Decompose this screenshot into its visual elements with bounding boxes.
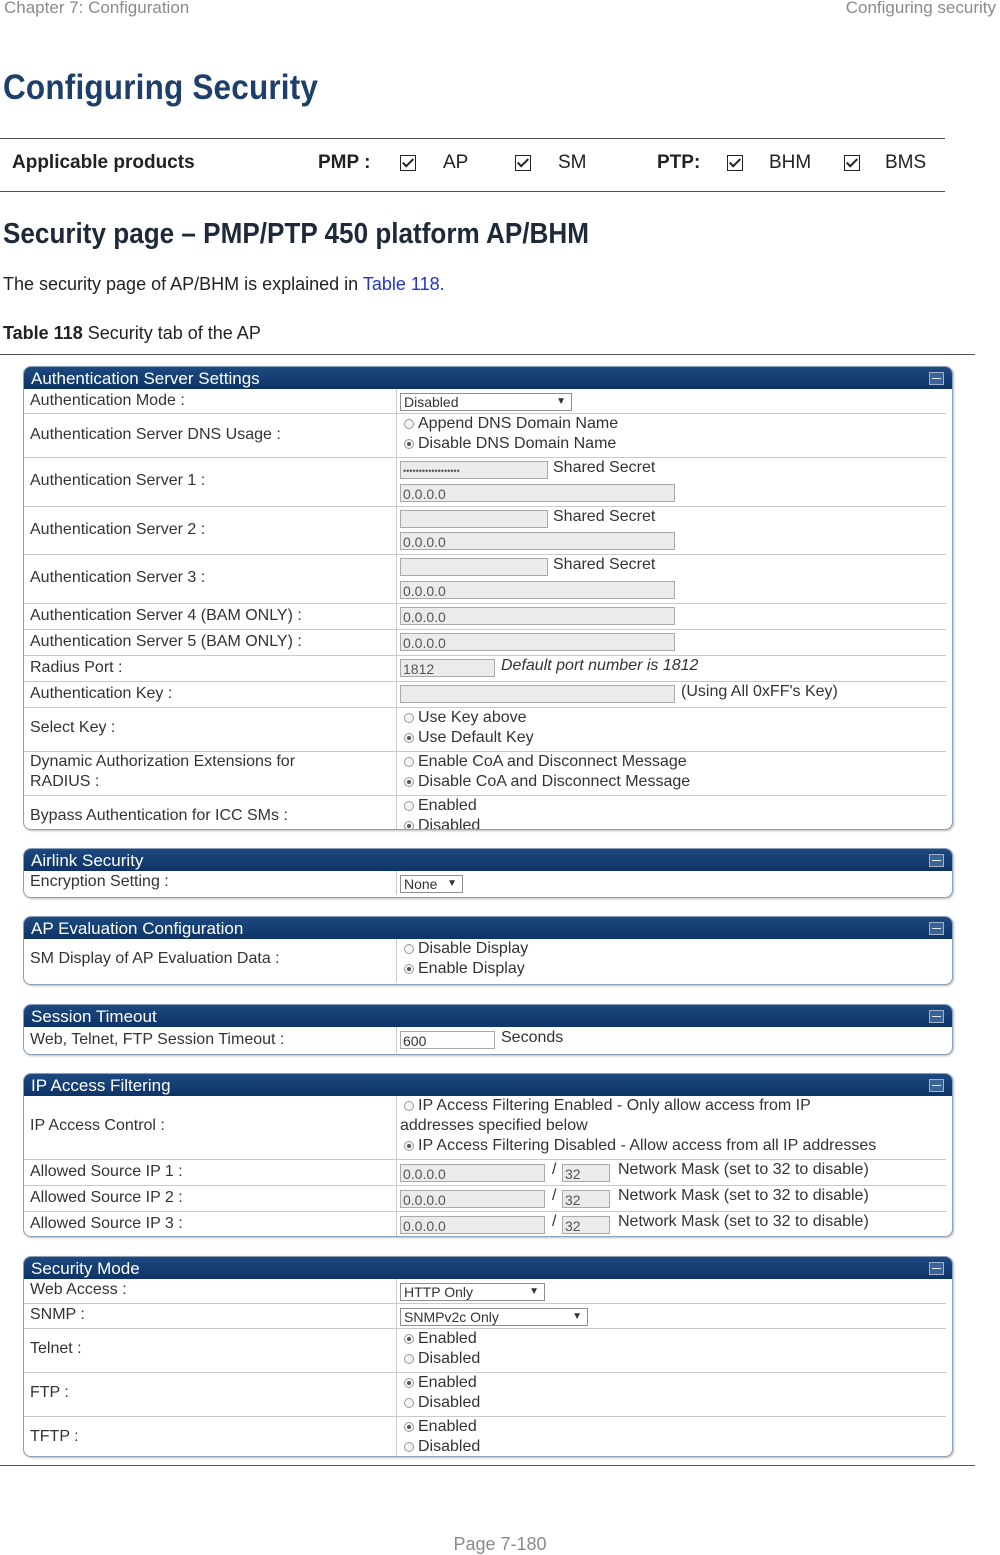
server-1-ip-input[interactable]: 0.0.0.0 (400, 484, 675, 502)
pmp-label: PMP : (318, 152, 371, 173)
applicable-products-bar (0, 138, 945, 192)
product-sm: SM (558, 152, 587, 173)
ip-access-control-label: IP Access Control : (30, 1117, 165, 1134)
auth-mode-value-cell (396, 389, 946, 413)
intro-paragraph (3, 274, 445, 295)
allowed-ip-1-mask-input[interactable]: 32 (562, 1164, 610, 1182)
telnet-disabled-radio[interactable]: Disabled (401, 1350, 480, 1368)
caption-text: Security tab of the AP (82, 323, 261, 343)
dae-label-line1: Dynamic Authorization Extensions for (30, 753, 296, 770)
auth-server-1-row (24, 458, 946, 507)
dae-value-cell (396, 752, 946, 795)
allowed-ip-1-row (24, 1160, 946, 1186)
collapse-icon[interactable] (929, 1010, 944, 1023)
encryption-selected: None (404, 876, 438, 892)
ip-access-control-value-cell (396, 1096, 946, 1159)
radius-port-hint: Default port number is 1812 (501, 657, 699, 674)
auth-key-row (24, 682, 946, 708)
auth-key-value-cell (396, 682, 946, 707)
session-panel-title: Session Timeout (31, 1007, 157, 1026)
ftp-enabled-radio[interactable]: Enabled (401, 1374, 477, 1392)
web-access-select[interactable] (400, 1283, 545, 1301)
encryption-select[interactable] (400, 875, 463, 893)
encryption-value-cell (396, 871, 946, 895)
auth-server-3-label: Authentication Server 3 : (30, 569, 206, 586)
airlink-panel-header (24, 849, 952, 871)
auth-server-2-label: Authentication Server 2 : (30, 521, 206, 538)
ap-eval-row (24, 939, 946, 982)
session-timeout-value-cell (396, 1027, 946, 1053)
bypass-auth-row (24, 796, 946, 830)
ip-filtering-enabled-radio[interactable]: IP Access Filtering Enabled - Only allow access from IP (401, 1097, 811, 1115)
encryption-label: Encryption Setting : (30, 873, 169, 890)
server-2-secret-input[interactable] (400, 510, 548, 528)
dae-row (24, 752, 946, 796)
page-title: Configuring Security (3, 68, 319, 107)
section-heading: Security page – PMP/PTP 450 platform AP/BHM (3, 218, 589, 250)
allowed-ip-2-input[interactable]: 0.0.0.0 (400, 1190, 545, 1208)
allowed-ip-1-value-cell (396, 1160, 946, 1185)
collapse-icon[interactable] (929, 854, 944, 867)
use-default-key-radio[interactable]: Use Default Key (401, 729, 534, 747)
collapse-icon[interactable] (929, 1079, 944, 1092)
allowed-ip-3-row (24, 1212, 946, 1237)
secmode-panel-title: Security Mode (31, 1259, 140, 1278)
server-3-secret-input[interactable] (400, 558, 548, 576)
bypass-auth-value-cell (396, 796, 946, 830)
running-header-section: Configuring security (845, 0, 996, 17)
auth-mode-label: Authentication Mode : (30, 392, 185, 409)
auth-server-4-label: Authentication Server 4 (BAM ONLY) : (30, 607, 302, 624)
auth-mode-selected: Disabled (404, 394, 459, 410)
enable-display-radio[interactable]: Enable Display (401, 960, 525, 978)
radius-port-row (24, 656, 946, 682)
shared-secret-label: Shared Secret (553, 508, 656, 525)
ftp-value-cell (396, 1373, 946, 1416)
bypass-auth-label: Bypass Authentication for ICC SMs : (30, 807, 288, 824)
tftp-row (24, 1417, 946, 1457)
auth-server-3-value-cell (396, 555, 946, 603)
bypass-enabled-radio[interactable]: Enabled (401, 797, 477, 815)
snmp-label: SNMP : (30, 1306, 85, 1323)
tftp-enabled-radio[interactable]: Enabled (401, 1418, 477, 1436)
telnet-value-cell (396, 1329, 946, 1372)
ap-evaluation-panel (23, 916, 953, 985)
dropdown-arrow-icon: ▼ (572, 1311, 582, 1322)
snmp-value-cell (396, 1304, 946, 1328)
intro-text: The security page of AP/BHM is explained in (3, 274, 363, 294)
ip-filtering-enabled-text-line2: addresses specified below (400, 1117, 588, 1134)
auth-server-5-value-cell (396, 630, 946, 655)
shared-secret-label: Shared Secret (553, 459, 656, 476)
tftp-value-cell (396, 1417, 946, 1457)
tftp-disabled-radio[interactable]: Disabled (401, 1438, 480, 1456)
table-link[interactable]: Table 118. (362, 274, 445, 294)
server-2-ip-input[interactable]: 0.0.0.0 (400, 532, 675, 550)
allowed-ip-3-value-cell (396, 1212, 946, 1237)
allowed-ip-1-label: Allowed Source IP 1 : (30, 1163, 183, 1180)
auth-key-input[interactable] (400, 685, 675, 703)
ip-access-control-row (24, 1096, 946, 1160)
dropdown-arrow-icon: ▼ (556, 396, 566, 407)
session-timeout-unit: Seconds (501, 1029, 564, 1046)
ftp-disabled-radio[interactable]: Disabled (401, 1394, 480, 1412)
dae-label-line2: RADIUS : (30, 773, 100, 790)
collapse-icon[interactable] (929, 1262, 944, 1275)
auth-server-2-row (24, 507, 946, 555)
enable-coa-radio[interactable]: Enable CoA and Disconnect Message (401, 753, 687, 771)
dropdown-arrow-icon: ▼ (447, 878, 457, 889)
caption-number: Table 118 (3, 323, 83, 343)
auth-server-4-row (24, 604, 946, 630)
web-access-label: Web Access : (30, 1281, 127, 1298)
secmode-panel-header (24, 1257, 952, 1279)
auth-server-5-label: Authentication Server 5 (BAM ONLY) : (30, 633, 302, 650)
allowed-ip-2-label: Allowed Source IP 2 : (30, 1189, 183, 1206)
product-ap: AP (443, 152, 469, 173)
dns-usage-row (24, 414, 946, 458)
ip-filtering-disabled-radio[interactable]: IP Access Filtering Disabled - Allow access from all IP addresses (401, 1137, 876, 1155)
mask-hint: Network Mask (set to 32 to disable) (618, 1213, 869, 1230)
session-timeout-input[interactable]: 600 (400, 1031, 495, 1049)
allowed-ip-2-value-cell (396, 1186, 946, 1211)
auth-key-label: Authentication Key : (30, 685, 173, 702)
dropdown-arrow-icon: ▼ (529, 1286, 539, 1297)
auth-server-1-value-cell (396, 458, 946, 506)
dns-append-radio[interactable]: Append DNS Domain Name (401, 415, 618, 433)
server-3-ip-input[interactable]: 0.0.0.0 (400, 581, 675, 599)
page-number: Page 7-180 (453, 1534, 547, 1554)
mask-hint: Network Mask (set to 32 to disable) (618, 1161, 869, 1178)
airlink-panel-title: Airlink Security (31, 851, 144, 870)
running-header-chapter: Chapter 7: Configuration (4, 0, 190, 17)
ipf-panel-header (24, 1074, 952, 1096)
applicable-products-label: Applicable products (12, 152, 195, 173)
allowed-ip-3-mask-input[interactable]: 32 (562, 1216, 610, 1234)
ptp-label: PTP: (657, 152, 701, 173)
server-4-ip-input[interactable]: 0.0.0.0 (400, 607, 675, 625)
table-top-rule (0, 354, 975, 355)
product-bms: BMS (885, 152, 927, 173)
shared-secret-label: Shared Secret (553, 556, 656, 573)
telnet-row (24, 1329, 946, 1373)
allowed-ip-3-label: Allowed Source IP 3 : (30, 1215, 183, 1232)
mask-separator: / (552, 1187, 557, 1204)
checkbox-icon (727, 155, 743, 171)
encryption-row (24, 871, 946, 895)
collapse-icon[interactable] (929, 922, 944, 935)
use-key-above-radio[interactable]: Use Key above (401, 709, 527, 727)
allowed-ip-2-mask-input[interactable]: 32 (562, 1190, 610, 1208)
ftp-label: FTP : (30, 1384, 69, 1401)
auth-server-2-value-cell (396, 507, 946, 554)
session-timeout-row (24, 1027, 946, 1053)
web-access-row (24, 1279, 946, 1304)
table-caption (3, 323, 261, 344)
mask-hint: Network Mask (set to 32 to disable) (618, 1187, 869, 1204)
select-key-label: Select Key : (30, 719, 116, 736)
allowed-ip-2-row (24, 1186, 946, 1212)
mask-separator: / (552, 1213, 557, 1230)
telnet-label: Telnet : (30, 1340, 82, 1357)
dns-usage-value-cell (396, 414, 946, 457)
radius-port-label: Radius Port : (30, 659, 123, 676)
auth-server-5-row (24, 630, 946, 656)
allowed-ip-3-input[interactable]: 0.0.0.0 (400, 1216, 545, 1234)
product-bhm: BHM (769, 152, 812, 173)
disable-display-radio[interactable]: Disable Display (401, 940, 528, 958)
table-bottom-rule (0, 1465, 975, 1466)
session-panel-header (24, 1005, 952, 1027)
allowed-ip-1-input[interactable]: 0.0.0.0 (400, 1164, 545, 1182)
checkbox-icon (515, 155, 531, 171)
auth-server-panel (23, 366, 953, 830)
checkbox-icon (400, 155, 416, 171)
select-key-value-cell (396, 708, 946, 751)
snmp-selected: SNMPv2c Only (404, 1309, 499, 1325)
web-access-selected: HTTP Only (404, 1284, 473, 1300)
bypass-disabled-radio[interactable]: Disabled (401, 817, 480, 830)
security-mode-panel (23, 1256, 953, 1457)
dns-usage-label: Authentication Server DNS Usage : (30, 426, 281, 443)
auth-mode-select[interactable] (400, 393, 572, 411)
telnet-enabled-radio[interactable]: Enabled (401, 1330, 477, 1348)
web-access-value-cell (396, 1279, 946, 1303)
auth-panel-header (24, 367, 952, 389)
mask-separator: / (552, 1161, 557, 1178)
radius-port-input[interactable]: 1812 (400, 659, 495, 677)
auth-panel-title: Authentication Server Settings (31, 369, 260, 388)
ap-eval-label: SM Display of AP Evaluation Data : (30, 950, 280, 967)
disable-coa-radio[interactable]: Disable CoA and Disconnect Message (401, 773, 690, 791)
server-5-ip-input[interactable]: 0.0.0.0 (400, 633, 675, 651)
select-key-row (24, 708, 946, 752)
radius-port-value-cell (396, 656, 946, 681)
ftp-row (24, 1373, 946, 1417)
ap-eval-value-cell (396, 939, 946, 982)
auth-key-hint: (Using All 0xFF's Key) (681, 683, 838, 700)
snmp-select[interactable] (400, 1308, 588, 1326)
ip-access-filtering-panel (23, 1073, 953, 1237)
auth-server-4-value-cell (396, 604, 946, 629)
ipf-panel-title: IP Access Filtering (31, 1076, 171, 1095)
auth-mode-row (24, 389, 946, 414)
auth-server-3-row (24, 555, 946, 604)
server-1-secret-input[interactable]: •••••••••••••••••• (400, 461, 548, 479)
collapse-icon[interactable] (929, 372, 944, 385)
ap-eval-panel-title: AP Evaluation Configuration (31, 919, 244, 938)
auth-server-1-label: Authentication Server 1 : (30, 472, 206, 489)
airlink-security-panel (23, 848, 953, 898)
session-timeout-panel (23, 1004, 953, 1055)
ap-eval-panel-header (24, 917, 952, 939)
tftp-label: TFTP : (30, 1428, 79, 1445)
snmp-row (24, 1304, 946, 1329)
dns-disable-radio[interactable]: Disable DNS Domain Name (401, 435, 616, 453)
session-timeout-label: Web, Telnet, FTP Session Timeout : (30, 1031, 285, 1048)
checkbox-icon (844, 155, 860, 171)
